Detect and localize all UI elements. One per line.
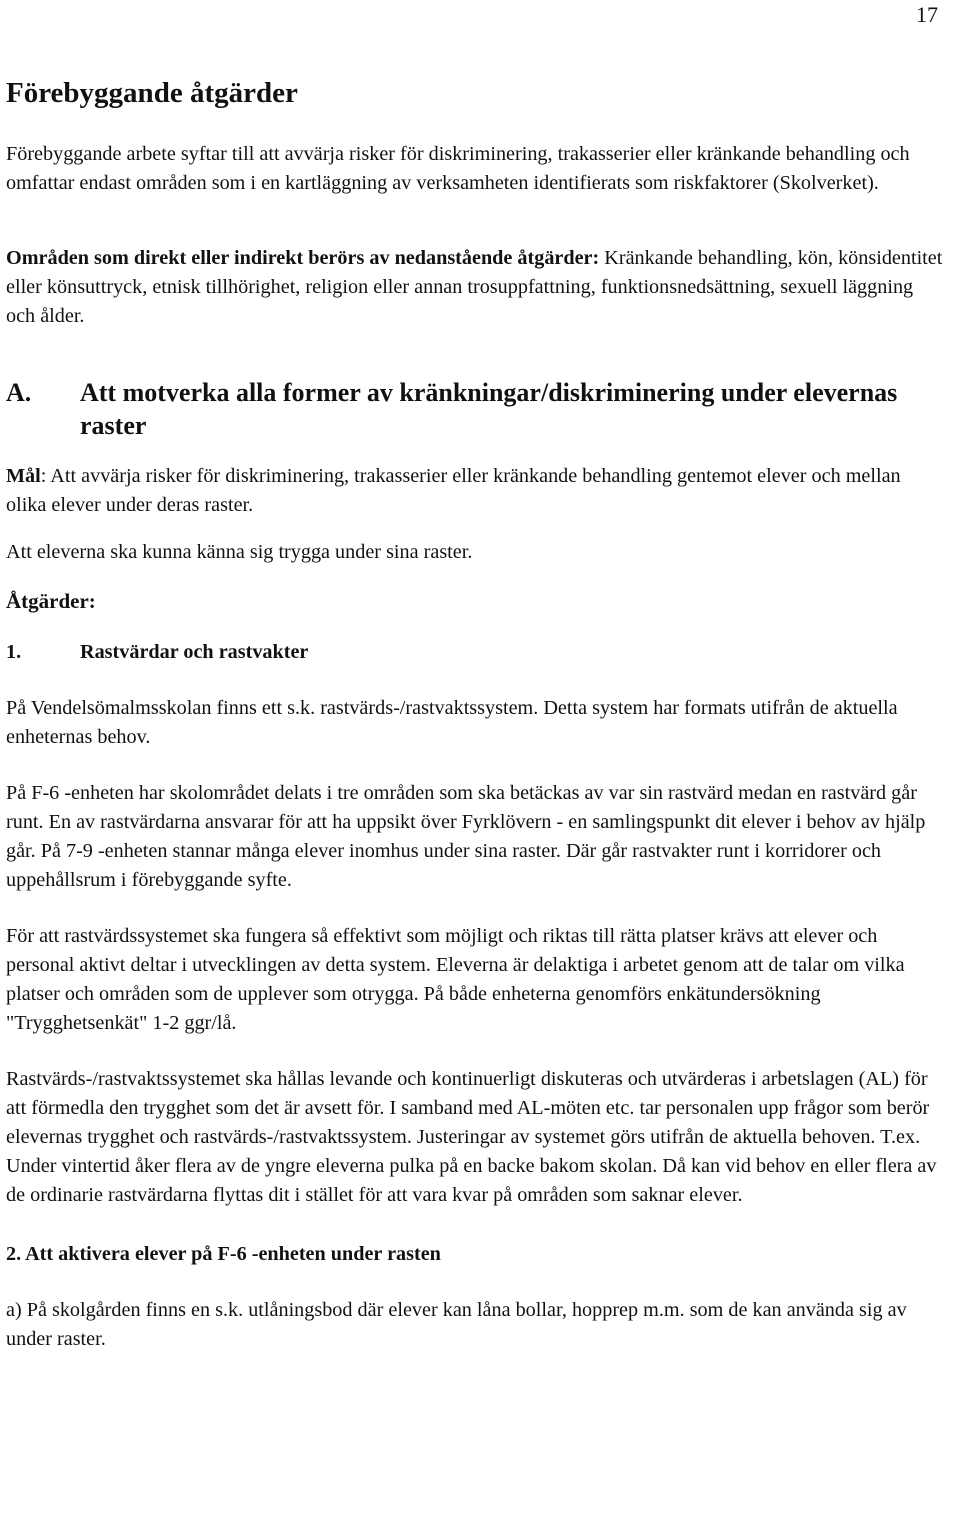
goal-paragraph-2: Att eleverna ska kunna känna sig trygga under sina raster. bbox=[6, 541, 473, 563]
areas-paragraph bbox=[6, 244, 946, 331]
page-number: 17 bbox=[916, 2, 938, 27]
section-a-title: Att motverka alla former av kränkningar/diskriminering under elevernas raster bbox=[80, 378, 898, 440]
item-1-number: 1. bbox=[6, 641, 22, 663]
document-body bbox=[6, 76, 946, 1354]
item-1-paragraph: På F-6 -enheten har skolområdet delats i tre områden som ska betäckas av var sin rastvärd medan en rastvärd går runt. En av rastvärdarna ansvarar för att ha uppsikt över Fyrklövern - en samlingspunkt dit elever i behov av hjälp går. På 7-9 -enheten stannar många elever inomhus under sina raster. Där går rastvakter runt i korridorer och uppehållsrum i förebyggande syfte. bbox=[6, 782, 926, 891]
page-title: Förebyggande åtgärder bbox=[6, 77, 298, 109]
item-1-paragraph: För att rastvärdssystemet ska fungera så effektivt som möjligt och riktas till rätta platser krävs att elever och personal aktivt deltar i utvecklingen av detta system. Eleverna är delaktiga i arbetet genom att de talar om vilka platser och områden som de upplever som otrygga. På både enheterna genomförs enkätundersökning "Trygghetsenkät" 1-2 ggr/lå. bbox=[6, 925, 905, 1034]
item-1-title: Rastvärdar och rastvakter bbox=[80, 641, 309, 663]
goal-text: : Att avvärja risker för diskriminering, trakasserier eller kränkande behandling gentemot elever och mellan olika elever under deras raster. bbox=[6, 465, 901, 516]
intro-paragraph: Förebyggande arbete syftar till att avvärja risker för diskriminering, trakasserier eller kränkande behandling och omfattar endast områden som i en kartläggning av verksamheten identifierats som riskfaktorer (Skolverket). bbox=[6, 143, 910, 194]
item-2-paragraph: a) På skolgården finns en s.k. utlåningsbod där elever kan låna bollar, hopprep m.m. som de kan använda sig av under raster. bbox=[6, 1299, 907, 1350]
item-1-paragraph: På Vendelsömalmsskolan finns ett s.k. rastvärds-/rastvaktssystem. Detta system har formats utifrån de aktuella enheternas behov. bbox=[6, 697, 898, 748]
actions-label: Åtgärder: bbox=[6, 589, 96, 613]
areas-text: Kränkande behandling, kön, könsidentitet eller könsuttryck, etnisk tillhörighet, religion eller annan trosuppfattning, funktionsnedsättning, sexuell läggning och ålder. bbox=[6, 247, 943, 327]
goal-paragraph bbox=[6, 462, 946, 520]
item-1-heading bbox=[6, 638, 946, 667]
section-a-letter: A. bbox=[6, 378, 32, 407]
item-2-heading: 2. Att aktivera elever på F-6 -enheten under rasten bbox=[6, 1243, 441, 1265]
section-a-heading bbox=[6, 376, 946, 442]
goal-label: Mål bbox=[6, 465, 41, 487]
areas-label: Områden som direkt eller indirekt berörs av nedanstående åtgärder: bbox=[6, 247, 600, 269]
item-1-paragraph: Rastvärds-/rastvaktssystemet ska hållas levande och kontinuerligt diskuteras och utvärderas i arbetslagen (AL) för att förmedla den trygghet som det är avsett för. I samband med AL-möten etc. tar personalen upp frågor som berör elevernas trygghet och rastvärds-/rastvaktssystem. Justeringar av systemet görs utifrån de aktuella behoven. T.ex. Under vintertid åker flera av de yngre eleverna pulka på en backe bakom skolan. Då kan vid behov en eller flera av de ordinarie rastvärdarna flyttas dit i stället för att vara kvar på områden som saknar elever. bbox=[6, 1068, 937, 1206]
